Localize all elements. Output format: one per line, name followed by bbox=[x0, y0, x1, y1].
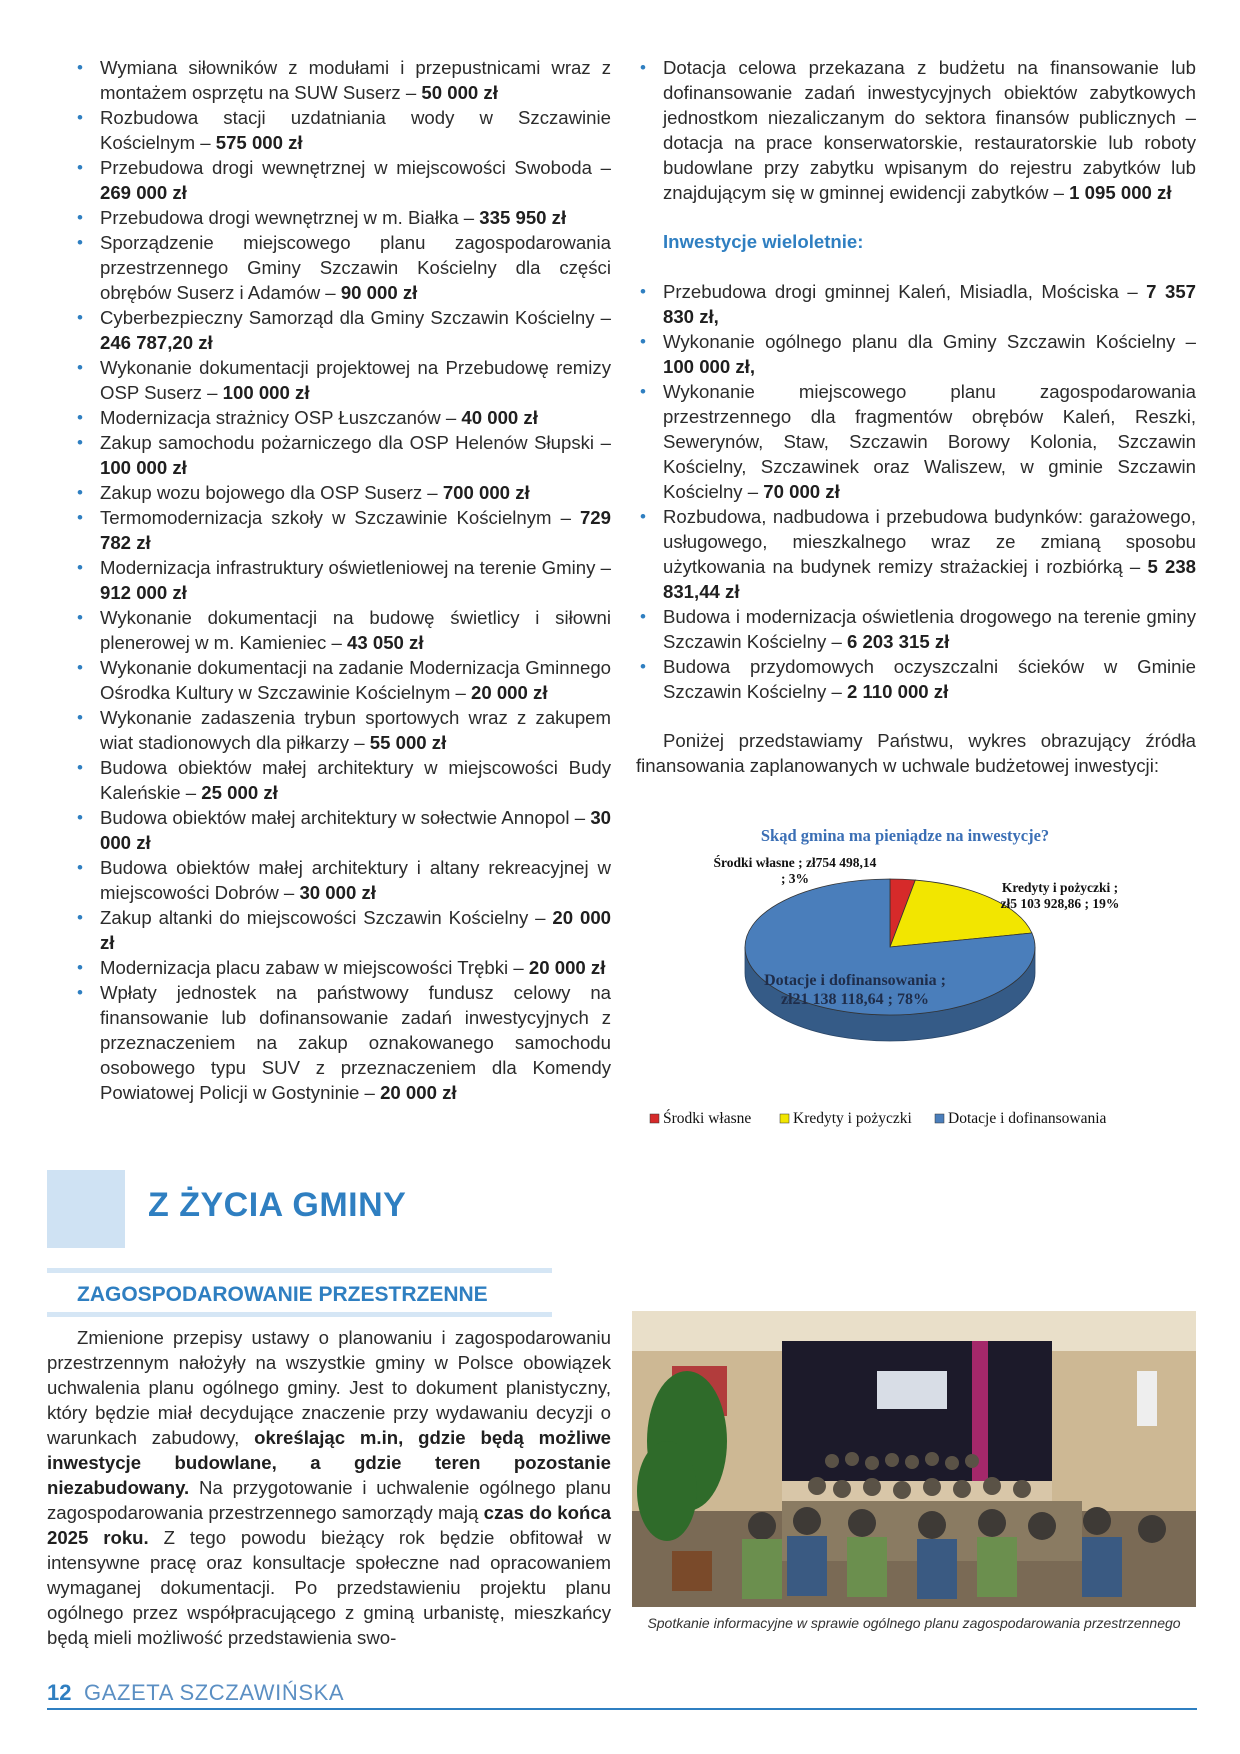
list-item bbox=[73, 605, 611, 655]
list-item bbox=[73, 655, 611, 705]
data-label: Dotacje i dofinansowania ; bbox=[764, 972, 946, 989]
subsection-bar-top bbox=[47, 1268, 552, 1273]
multiyear-heading: Inwestycje wieloletnie: bbox=[663, 231, 864, 252]
chart-intro: Poniżej przedstawiamy Państwu, wykres obrazujący źródła finansowania zaplanowanych w uchwale budżetowej inwestycji: bbox=[636, 730, 1196, 776]
photo-caption: Spotkanie informacyjne w sprawie ogólnego planu zagospodarowania przestrzennego bbox=[647, 1615, 1181, 1631]
item-text: Termomodernizacja szkoły w Szczawinie Kościelnym – bbox=[100, 507, 580, 528]
list-item bbox=[73, 555, 611, 605]
item-amount: 2 110 000 zł bbox=[846, 681, 949, 702]
item-amount: 6 203 315 zł bbox=[846, 631, 950, 652]
list-item bbox=[73, 980, 611, 1105]
list-item bbox=[73, 355, 611, 405]
data-label: Kredyty i pożyczki ; bbox=[1001, 880, 1119, 895]
item-text: Przebudowa drogi wewnętrznej w miejscowości Swoboda – bbox=[100, 157, 611, 178]
item-text: Wykonanie dokumentacji na budowę świetlicy i siłowni plenerowej w m. Kamieniec – bbox=[100, 607, 611, 653]
item-amount: 5 238 831,44 zł bbox=[663, 556, 1197, 602]
legend-entry: Środki własne bbox=[663, 1110, 752, 1127]
pie-chart-svg bbox=[640, 822, 1180, 1152]
legend-entry: Dotacje i dofinansowania bbox=[948, 1110, 1107, 1127]
article-text-1: Zmienione przepisy ustawy o planowaniu i zagospodarowaniu przestrzennym nałożyły na wszystkie gminy w Polsce obowiązek uchwalenia planu ogólnego gminy. Jest to dokument planistyczny, który będzie miał decydujące znaczenie przy wydawaniu decyzji o warunkach zabudowy, bbox=[47, 1327, 611, 1448]
item-amount: 335 950 zł bbox=[479, 207, 567, 228]
meeting-photo bbox=[632, 1311, 1196, 1607]
item-text: Rozbudowa stacji uzdatniania wody w Szczawinie Kościelnym – bbox=[100, 107, 611, 153]
article-bold-2: czas do końca 2025 roku. bbox=[47, 1502, 612, 1548]
list-item bbox=[73, 955, 611, 980]
item-text: Budowa obiektów małej architektury w sołectwie Annopol – bbox=[100, 807, 591, 828]
item-amount: 912 000 zł bbox=[100, 582, 187, 603]
item-amount: 20 000 zł bbox=[380, 1082, 457, 1103]
item-amount: 30 000 zł bbox=[299, 882, 376, 903]
item-text: Wykonanie dokumentacji na zadanie Modernizacja Gminnego Ośrodka Kultury w Szczawinie Kościelnym – bbox=[100, 657, 611, 703]
footer-rule bbox=[47, 1708, 1197, 1710]
item-amount: 40 000 zł bbox=[461, 407, 538, 428]
item-text: Budowa obiektów małej architektury i altany rekreacyjnej w miejscowości Dobrów – bbox=[100, 857, 611, 903]
list-item bbox=[73, 755, 611, 805]
legend-swatch bbox=[780, 1114, 789, 1123]
item-amount: 700 000 zł bbox=[442, 482, 530, 503]
item-text: Budowa i modernizacja oświetlenia drogowego na terenie gminy Szczawin Kościelny – bbox=[663, 606, 1196, 652]
multiyear-investment-list bbox=[636, 279, 1196, 704]
list-item bbox=[73, 230, 611, 305]
item-text: Zakup altanki do miejscowości Szczawin Kościelny – bbox=[100, 907, 553, 928]
item-text: Wpłaty jednostek na państwowy fundusz celowy na finansowanie lub dofinansowanie zadań inwestycyjnych z przeznaczeniem na zakup oznakowanego samochodu osobowego typu SUV z przeznaczeniem dla Komendy Powiatowej Policji w Gostyninie – bbox=[100, 982, 611, 1103]
article-bold-1: określając m.in, gdzie będą możliwe inwestycje budowlane, a gdzie teren pozostanie niezabudowany. bbox=[47, 1427, 612, 1498]
right-column bbox=[636, 55, 1196, 778]
investment-list-left bbox=[73, 55, 611, 1105]
data-label: ; 3% bbox=[780, 871, 810, 886]
item-amount: 269 000 zł bbox=[100, 182, 187, 203]
article-text-3: Z tego powodu bieżący rok będzie obfitował w intensywne pracę oraz konsultacje społeczne nad opracowaniem wymaganej dokumentacji. Po przedstawieniu projektu planu ogólnego przez współpracującego z gminą urbanistę, mieszkańcy będą mieli możliwość przedstawienia swo- bbox=[47, 1527, 611, 1648]
item-text: Wykonanie dokumentacji projektowej na Przebudowę remizy OSP Suserz – bbox=[100, 357, 611, 403]
item-text: Cyberbezpieczny Samorząd dla Gminy Szczawin Kościelny – bbox=[100, 307, 611, 328]
article-body bbox=[47, 1325, 611, 1650]
chart-title: Skąd gmina ma pieniądze na inwestycje? bbox=[760, 826, 1050, 845]
item-amount: 50 000 zł bbox=[421, 82, 498, 103]
list-item bbox=[73, 55, 611, 105]
page-number: 12 bbox=[47, 1680, 72, 1705]
article-paragraph bbox=[47, 1325, 611, 1650]
list-item bbox=[73, 855, 611, 905]
data-label: zł21 138 118,64 ; 78% bbox=[781, 991, 929, 1008]
item-text: Przebudowa drogi gminnej Kaleń, Misiadla, Mościska – bbox=[663, 281, 1147, 302]
list-item bbox=[636, 504, 1196, 604]
list-item bbox=[73, 305, 611, 355]
list-item bbox=[73, 805, 611, 855]
item-amount: 729 782 zł bbox=[100, 507, 611, 553]
list-item bbox=[636, 379, 1196, 504]
item-text: Modernizacja strażnicy OSP Łuszczanów – bbox=[100, 407, 462, 428]
item-amount: 100 000 zł, bbox=[663, 356, 756, 377]
item-amount: 20 000 zł bbox=[100, 907, 611, 953]
list-item bbox=[636, 55, 1196, 205]
pie-chart bbox=[640, 822, 1180, 1152]
list-item bbox=[636, 329, 1196, 379]
left-column bbox=[73, 55, 611, 1105]
list-item bbox=[636, 279, 1196, 329]
item-amount: 30 000 zł bbox=[100, 807, 611, 853]
section-accent-block bbox=[47, 1170, 125, 1248]
list-item bbox=[73, 505, 611, 555]
item-amount: 246 787,20 zł bbox=[100, 332, 213, 353]
data-label: Środki własne ; zł754 498,14 bbox=[713, 855, 877, 870]
item-text: Wykonanie miejscowego planu zagospodarowania przestrzennego dla fragmentów obrębów Kaleń, Reszki, Sewerynów, Staw, Szczawin Borowy Kolonia, Szczawin Kościelny, Szczawinek oraz Waliszew, w gminie Szczawin Kościelny – bbox=[663, 381, 1196, 502]
item-text: Zakup wozu bojowego dla OSP Suserz – bbox=[100, 482, 443, 503]
section-title: Z ŻYCIA GMINY bbox=[148, 1186, 407, 1224]
list-item bbox=[73, 205, 611, 230]
item-text: Modernizacja placu zabaw w miejscowości Trębki – bbox=[100, 957, 529, 978]
list-item bbox=[73, 105, 611, 155]
item-text: Wykonanie zadaszenia trybun sportowych wraz z zakupem wiat stadionowych dla piłkarzy – bbox=[100, 707, 611, 753]
item-amount: 100 000 zł bbox=[100, 457, 187, 478]
item-text: Dotacja celowa przekazana z budżetu na finansowanie lub dofinansowanie zadań inwestycyjnych obiektów zabytkowych jednostkom niezaliczanym do sektora finansów publicznych – dotacja na prace konserwatorskie, restauratorskie lub roboty budowlane przy zabytku wpisanym do rejestru zabytków lub znajdującym się w gminnej ewidencji zabytków – bbox=[663, 57, 1196, 203]
list-item bbox=[73, 405, 611, 430]
item-text: Rozbudowa, nadbudowa i przebudowa budynków: garażowego, usługowego, mieszkalnego wraz ze zmianą sposobu użytkowania na budynek remizy strażackiej i rozbiórką – bbox=[663, 506, 1196, 577]
investment-list-right bbox=[636, 55, 1196, 205]
data-label: zł5 103 928,86 ; 19% bbox=[1000, 896, 1120, 911]
subsection-bar-bottom bbox=[47, 1312, 552, 1317]
item-amount: 25 000 zł bbox=[201, 782, 278, 803]
legend-swatch bbox=[935, 1114, 944, 1123]
item-text: Budowa obiektów małej architektury w miejscowości Budy Kaleńskie – bbox=[100, 757, 611, 803]
list-item bbox=[636, 654, 1196, 704]
item-text: Sporządzenie miejscowego planu zagospodarowania przestrzennego Gminy Szczawin Kościelny dla części obrębów Suserz i Adamów – bbox=[100, 232, 611, 303]
item-amount: 55 000 zł bbox=[369, 732, 447, 753]
legend-swatch bbox=[650, 1114, 659, 1123]
list-item bbox=[73, 480, 611, 505]
list-item bbox=[636, 604, 1196, 654]
item-amount: 1 095 000 zł bbox=[1069, 182, 1172, 203]
legend-entry: Kredyty i pożyczki bbox=[793, 1110, 912, 1127]
item-amount: 70 000 zł bbox=[763, 481, 840, 502]
article-text-2: Na przygotowanie i uchwalenie ogólnego planu zagospodarowania przestrzennego samorządy mają bbox=[47, 1477, 611, 1523]
list-item bbox=[73, 155, 611, 205]
item-amount: 43 050 zł bbox=[347, 632, 424, 653]
subsection-title: ZAGOSPODAROWANIE PRZESTRZENNE bbox=[77, 1283, 488, 1306]
list-item bbox=[73, 430, 611, 480]
item-text: Modernizacja infrastruktury oświetleniowej na terenie Gminy – bbox=[100, 557, 611, 578]
item-amount: 20 000 zł bbox=[528, 957, 606, 978]
list-item bbox=[73, 705, 611, 755]
publication-title: GAZETA SZCZAWIŃSKA bbox=[84, 1680, 345, 1705]
item-text: Wykonanie ogólnego planu dla Gminy Szczawin Kościelny – bbox=[663, 331, 1196, 352]
item-text: Zakup samochodu pożarniczego dla OSP Helenów Słupski – bbox=[100, 432, 611, 453]
item-amount: 90 000 zł bbox=[340, 282, 418, 303]
list-item bbox=[73, 905, 611, 955]
item-amount: 7 357 830 zł, bbox=[663, 281, 1197, 327]
item-text: Przebudowa drogi wewnętrznej w m. Białka – bbox=[100, 207, 480, 228]
item-amount: 100 000 zł bbox=[222, 382, 310, 403]
item-amount: 575 000 zł bbox=[215, 132, 303, 153]
item-text: Wymiana siłowników z modułami i przepustnicami wraz z montażem osprzętu na SUW Suserz – bbox=[100, 57, 611, 103]
item-text: Budowa przydomowych oczyszczalni ścieków w Gminie Szczawin Kościelny – bbox=[663, 656, 1196, 702]
item-amount: 20 000 zł bbox=[470, 682, 548, 703]
